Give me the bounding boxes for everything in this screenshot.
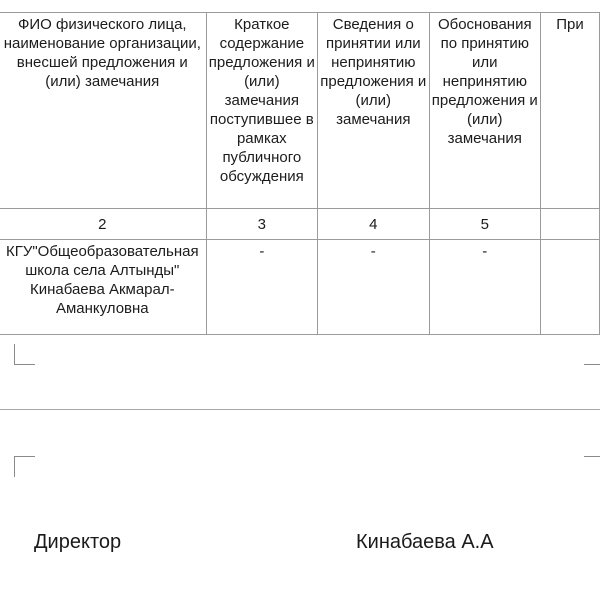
column-number: 3 — [206, 209, 317, 240]
header-acceptance: Сведения о принятии или непринятию предложения и (или) замечания — [318, 13, 429, 209]
header-note: При — [541, 13, 600, 209]
divider-line — [0, 409, 600, 410]
table-header-row — [0, 13, 600, 209]
margin-corner-mark — [584, 344, 600, 365]
margin-corner-mark — [14, 456, 35, 477]
column-number-row — [0, 209, 600, 240]
cell-summary: - — [206, 240, 317, 335]
header-summary: Краткое содержание предложения и (или) замечания поступившее в рамках публичного обсуждения — [206, 13, 317, 209]
signature-position: Директор — [34, 531, 122, 553]
cell-justification: - — [429, 240, 540, 335]
header-submitter: ФИО физического лица, наименование организации, внесшей предложения и (или) замечания — [0, 13, 206, 209]
column-number: 5 — [429, 209, 540, 240]
cell-submitter: КГУ"Общеобразовательная школа села Алтынды" Кинабаева Акмарал-Аманкуловна — [0, 240, 206, 335]
column-number — [541, 209, 600, 240]
cell-note — [541, 240, 600, 335]
header-justification: Обоснования по принятию или непринятию предложения и (или) замечания — [429, 13, 540, 209]
column-number: 2 — [0, 209, 206, 240]
margin-corner-mark — [14, 344, 35, 365]
table-row — [0, 240, 600, 335]
column-number: 4 — [318, 209, 429, 240]
proposals-table — [0, 12, 600, 335]
signature-name: Кинабаева А.А — [356, 531, 494, 553]
margin-corner-mark — [584, 456, 600, 477]
proposals-table-wrapper — [0, 12, 600, 335]
cell-acceptance: - — [318, 240, 429, 335]
